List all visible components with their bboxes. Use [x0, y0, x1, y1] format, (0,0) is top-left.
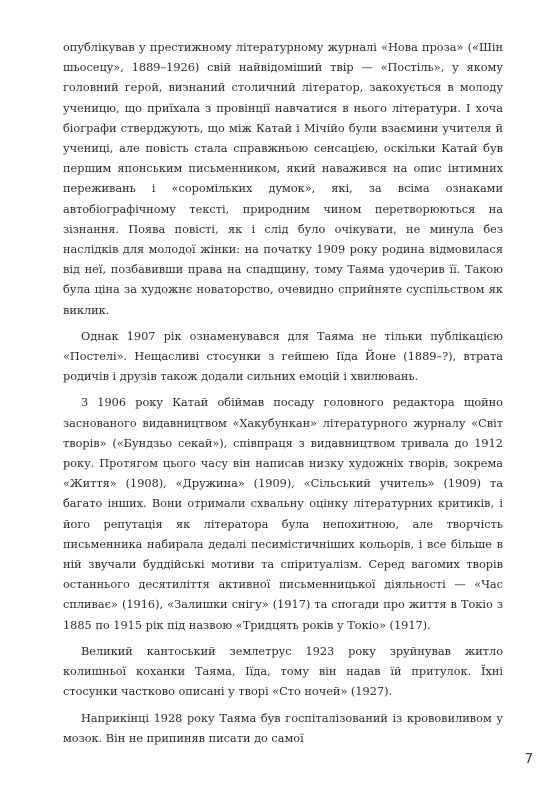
paragraph-2: Однак 1907 рік ознаменувався для Таяма не тільки публікацією «Постелі». Нещасливі стосунки з гейшею Іїда Йоне (1889–?), втрата родичів і друзів також додали сильних емоцій і хвилювань.: [63, 329, 503, 384]
page-number: 7: [524, 752, 533, 767]
paragraph-5: Наприкінці 1928 року Таяма був госпіталізований із крововиливом у мозок. Він не припиняв писати до самої: [63, 711, 503, 745]
paragraph-3: З 1906 року Катай обіймав посаду головного редактора щойно заснованого видавництвом «Хакубункан» літературного журналу «Світ творів» («Бундзьо секай»), співпраця з видавництвом тривала до 1912 року. Протягом цього часу він написав низку художніх творів, зокрема «Життя» (1908), «Дружина» (1909), «Сільський учитель» (1909) та багато інших. Вони отримали схвальну оцінку літературних критиків, і його репутація як літератора була непохитною, але творчість письменника набирала дедалі песимістичніших кольорів, і все більше в ній звучали буддійські мотиви та спіритуалізм. Серед вагомих творів останнього десятиліття активної письменницької діяльності — «Час спливає» (1916), «Залишки снігу» (1917) та спогади про життя в Токіо з 1885 по 1915 рік під назвою «Тридцять років у Токіо» (1917).: [63, 396, 503, 632]
body-text: [63, 38, 503, 749]
paragraph-1: опублікував у престижному літературному журналі «Нова проза» («Шін шьосецу», 1889–1926) свій найвідоміший твір — «Постіль», у якому головний герой, визнаний столичний літератор, закохується в молоду ученицю, що приїхала з провінції навчатися в нього літератури. І хоча біографи стверджують, що між Катай і Мічійо були взаємини учителя й учениці, але повість стала справжньою сенсацією, оскільки Катай був першим японським письменником, який наважився на опис інтимних переживань і «соромільких думок», які, за всіма ознаками автобіографічному тексті, природним чином перетворюються на зізнання. Поява повісті, як і слід було очікувати, не минула без наслідків для молодої жінки: на початку 1909 року родина відмовилася від неї, позбавивши права на спадщину, тому Таяма удочерив її. Такою була ціна за художнє новаторство, очевидно сприйняте суспільством як виклик.: [63, 41, 503, 317]
paragraph-4: Великий кантоський землетрус 1923 року зруйнував житло колишньої коханки Таяма, Іїда, тому він надав їй притулок. Їхні стосунки частково описані у творі «Сто ночей» (1927).: [63, 644, 503, 699]
